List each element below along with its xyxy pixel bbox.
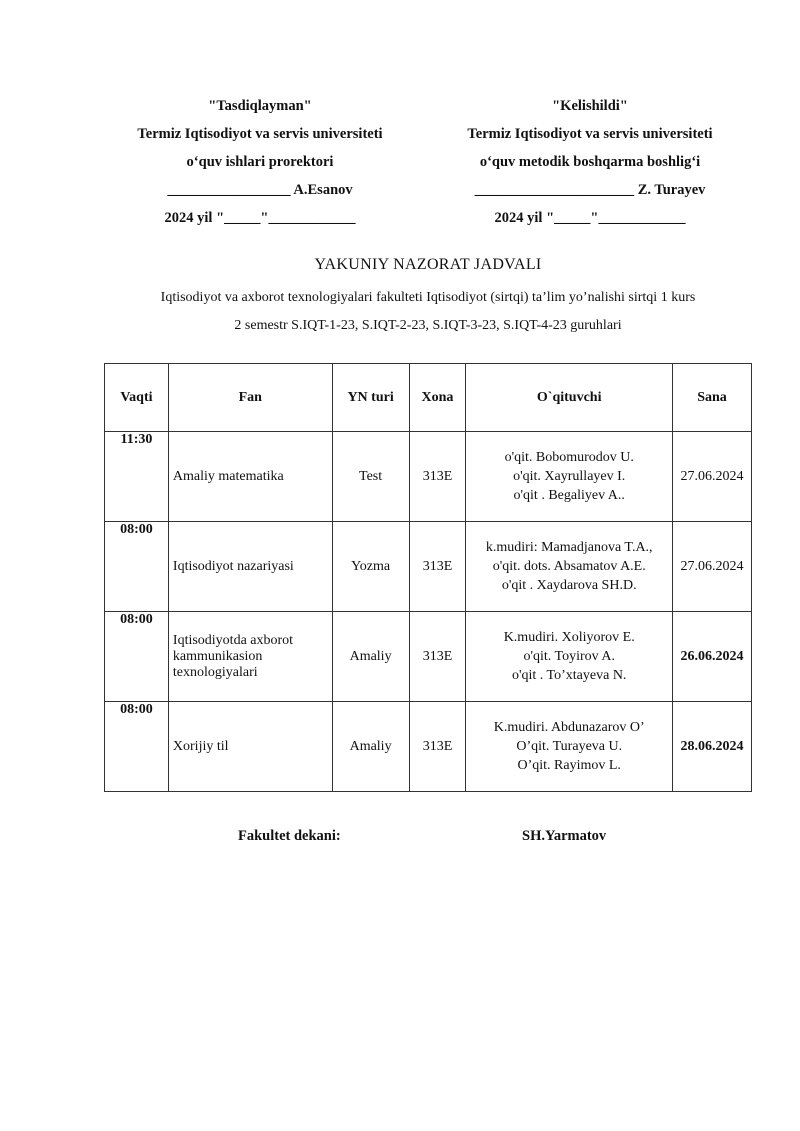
cell-room: 313E xyxy=(409,432,466,522)
cell-subject: Iqtisodiyotda axborot kammunikasion texnologiyalari xyxy=(168,612,332,702)
table-row xyxy=(105,612,752,702)
approval-position: o‘quv ishlari prorektori xyxy=(186,154,334,170)
teacher-line: o'qit. Bobomurodov U. xyxy=(504,450,634,465)
agreement-position: o‘quv metodik boshqarma boshlig‘i xyxy=(479,154,701,170)
cell-teachers xyxy=(466,702,673,792)
teacher-line: o'qit . To’xtayeva N. xyxy=(512,668,627,683)
approval-block xyxy=(100,92,420,232)
teacher-line: K.mudiri. Xoliyorov E. xyxy=(503,630,635,645)
agreement-signature-line: ______________________ Z. Turayev xyxy=(474,182,706,198)
cell-date: 26.06.2024 xyxy=(672,612,751,702)
teacher-line: o'qit. dots. Absamatov A.E. xyxy=(492,559,646,574)
document-title: YAKUNIY NAZORAT JADVALI xyxy=(314,256,542,273)
header-room: Xona xyxy=(409,364,466,432)
document-subtitle-faculty: Iqtisodiyot va axborot texnologiyalari fakulteti Iqtisodiyot (sirtqi) ta’lim yo’nalishi sirtqi 1 kurs xyxy=(160,290,696,305)
agreement-institution: Termiz Iqtisodiyot va servis universiteti xyxy=(467,126,713,142)
teacher-line: K.mudiri. Abdunazarov O’ xyxy=(493,720,645,735)
cell-time: 08:00 xyxy=(105,612,169,702)
cell-subject: Xorijiy til xyxy=(168,702,332,792)
header-subject: Fan xyxy=(168,364,332,432)
cell-subject: Iqtisodiyot nazariyasi xyxy=(168,522,332,612)
cell-room: 313E xyxy=(409,612,466,702)
table-row xyxy=(105,702,752,792)
cell-teachers xyxy=(466,522,673,612)
dean-name: SH.Yarmatov xyxy=(522,828,607,844)
teacher-line: O’qit. Turayeva U. xyxy=(516,739,623,754)
cell-date: 28.06.2024 xyxy=(672,702,751,792)
teacher-line: O’qit. Rayimov L. xyxy=(517,758,621,773)
agreement-block xyxy=(430,92,750,232)
document-subtitle-groups: 2 semestr S.IQT-1-23, S.IQT-2-23, S.IQT-3-23, S.IQT-4-23 guruhlari xyxy=(234,318,622,333)
cell-time: 08:00 xyxy=(105,702,169,792)
approval-heading: "Tasdiqlayman" xyxy=(208,98,312,114)
cell-exam-type: Test xyxy=(332,432,409,522)
cell-exam-type: Yozma xyxy=(332,522,409,612)
teacher-line: o'qit . Xaydarova SH.D. xyxy=(501,578,637,593)
cell-time: 11:30 xyxy=(105,432,169,522)
cell-room: 313E xyxy=(409,522,466,612)
cell-exam-type: Amaliy xyxy=(332,612,409,702)
table-row xyxy=(105,432,752,522)
approval-signature-line: _________________ A.Esanov xyxy=(167,182,353,198)
approval-institution: Termiz Iqtisodiyot va servis universiteti xyxy=(137,126,383,142)
header-teacher: O`qituvchi xyxy=(466,364,673,432)
cell-subject: Amaliy matematika xyxy=(168,432,332,522)
approval-date-line: 2024 yil "_____"____________ xyxy=(164,210,356,226)
teacher-line: k.mudiri: Mamadjanova T.A., xyxy=(485,540,653,555)
header-exam-type: YN turi xyxy=(332,364,409,432)
agreement-date-line: 2024 yil "_____"____________ xyxy=(494,210,686,226)
dean-label: Fakultet dekani: xyxy=(238,828,341,844)
cell-date: 27.06.2024 xyxy=(672,432,751,522)
agreement-heading: "Kelishildi" xyxy=(552,98,628,114)
teacher-line: o'qit . Begaliyev A.. xyxy=(513,488,625,503)
cell-room: 313E xyxy=(409,702,466,792)
table-header-row xyxy=(105,364,752,432)
cell-exam-type: Amaliy xyxy=(332,702,409,792)
header-date: Sana xyxy=(672,364,751,432)
exam-schedule-table xyxy=(104,363,752,792)
header-time: Vaqti xyxy=(105,364,169,432)
table-row xyxy=(105,522,752,612)
teacher-line: o'qit. Toyirov A. xyxy=(523,649,615,664)
cell-teachers xyxy=(466,612,673,702)
cell-time: 08:00 xyxy=(105,522,169,612)
cell-date: 27.06.2024 xyxy=(672,522,751,612)
teacher-line: o'qit. Xayrullayev I. xyxy=(513,469,626,484)
cell-teachers xyxy=(466,432,673,522)
